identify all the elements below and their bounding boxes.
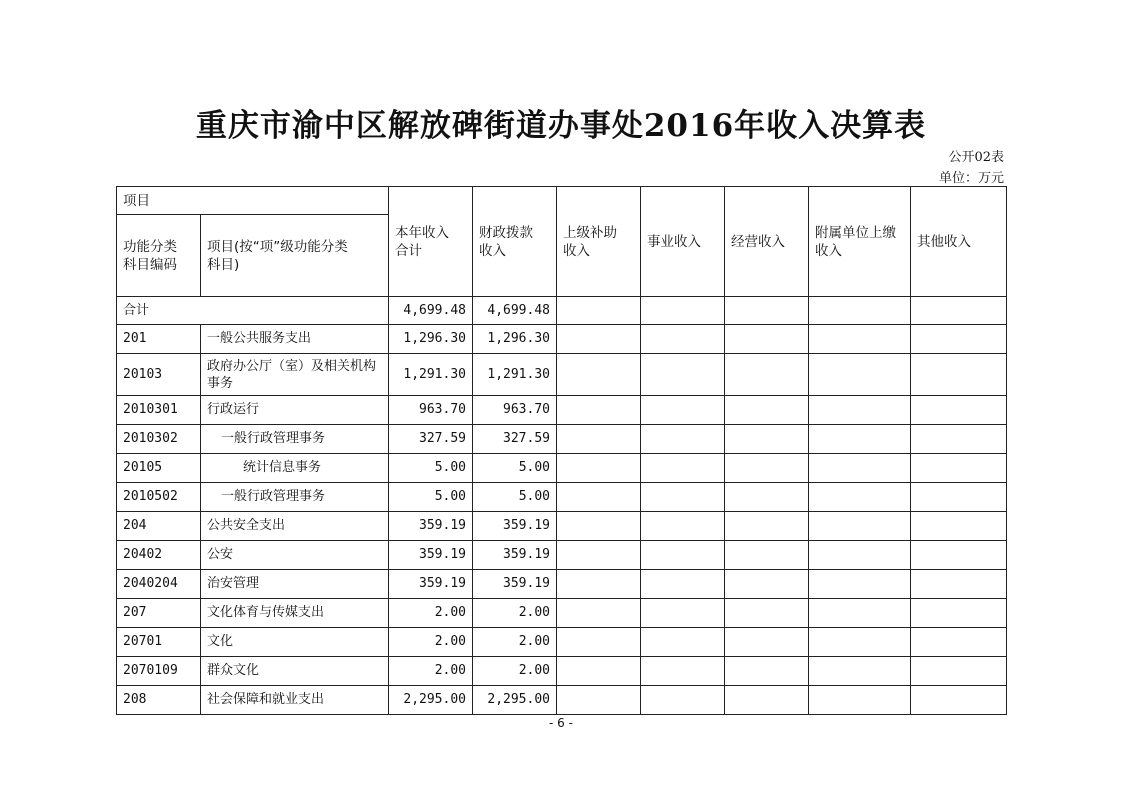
row-fiscal: 5.00: [473, 454, 557, 483]
header-code: 功能分类 科目编码: [117, 215, 201, 297]
row-total: 1,296.30: [389, 325, 473, 354]
row-total: 359.19: [389, 512, 473, 541]
row-name: 社会保障和就业支出: [201, 686, 389, 715]
row-fiscal: 359.19: [473, 512, 557, 541]
row-code: 2010502: [117, 483, 201, 512]
table-row: [117, 628, 1007, 657]
row-name: 统计信息事务: [201, 454, 389, 483]
row-code: 204: [117, 512, 201, 541]
header-col-fiscal: 财政拨款 收入: [473, 187, 557, 297]
row-name: 公安: [201, 541, 389, 570]
header-col-business: 事业收入: [641, 187, 725, 297]
total-label: 合计: [117, 297, 389, 325]
row-fiscal: 359.19: [473, 570, 557, 599]
page-number: - 6 -: [549, 716, 573, 730]
table-code: 公开02表: [948, 150, 1004, 165]
table-row: [117, 425, 1007, 454]
row-name: 治安管理: [201, 570, 389, 599]
row-code: 208: [117, 686, 201, 715]
row-name: 群众文化: [201, 657, 389, 686]
total-fiscal: 4,699.48: [473, 297, 557, 325]
header-row-1: [117, 187, 1007, 215]
table-row: [117, 512, 1007, 541]
row-code: 2040204: [117, 570, 201, 599]
row-code: 207: [117, 599, 201, 628]
row-code: 20103: [117, 354, 201, 396]
header-name: 项目(按“项”级功能分类 科目): [201, 215, 389, 297]
row-total: 2.00: [389, 599, 473, 628]
row-total: 963.70: [389, 396, 473, 425]
row-name: 行政运行: [201, 396, 389, 425]
row-total: 1,291.30: [389, 354, 473, 396]
header-item: 项目: [117, 187, 389, 215]
row-name: 一般行政管理事务: [201, 425, 389, 454]
header-col-affiliated: 附属单位上缴 收入: [809, 187, 911, 297]
row-code: 2010301: [117, 396, 201, 425]
row-fiscal: 1,291.30: [473, 354, 557, 396]
row-fiscal: 2.00: [473, 599, 557, 628]
row-code: 201: [117, 325, 201, 354]
table-row: [117, 483, 1007, 512]
row-fiscal: 2.00: [473, 628, 557, 657]
table-row: [117, 325, 1007, 354]
row-code: 2010302: [117, 425, 201, 454]
row-total: 2.00: [389, 657, 473, 686]
row-fiscal: 1,296.30: [473, 325, 557, 354]
header-col-operating: 经营收入: [725, 187, 809, 297]
row-name: 文化体育与传媒支出: [201, 599, 389, 628]
row-total: 2,295.00: [389, 686, 473, 715]
row-total: 2.00: [389, 628, 473, 657]
row-fiscal: 5.00: [473, 483, 557, 512]
table-row: [117, 354, 1007, 396]
total-amount: 4,699.48: [389, 297, 473, 325]
row-fiscal: 2.00: [473, 657, 557, 686]
row-total: 5.00: [389, 483, 473, 512]
table-row: [117, 396, 1007, 425]
page-title: 重庆市渝中区解放碑街道办事处2016年收入决算表: [195, 108, 927, 144]
table-row: [117, 454, 1007, 483]
row-name: 公共安全支出: [201, 512, 389, 541]
row-name: 文化: [201, 628, 389, 657]
row-code: 20701: [117, 628, 201, 657]
revenue-table: [116, 186, 1007, 715]
row-total: 327.59: [389, 425, 473, 454]
row-fiscal: 359.19: [473, 541, 557, 570]
header-col-superior: 上级补助 收入: [557, 187, 641, 297]
row-code: 20105: [117, 454, 201, 483]
header-col-other: 其他收入: [911, 187, 1007, 297]
table-row: [117, 599, 1007, 628]
row-fiscal: 327.59: [473, 425, 557, 454]
row-total: 5.00: [389, 454, 473, 483]
table-row: [117, 657, 1007, 686]
row-code: 2070109: [117, 657, 201, 686]
row-name: 政府办公厅（室）及相关机构事务: [201, 354, 389, 396]
table-row: [117, 541, 1007, 570]
row-fiscal: 2,295.00: [473, 686, 557, 715]
row-code: 20402: [117, 541, 201, 570]
row-total: 359.19: [389, 541, 473, 570]
unit-label: 单位：万元: [938, 171, 1004, 186]
header-col-total: 本年收入 合计: [389, 187, 473, 297]
row-name: 一般行政管理事务: [201, 483, 389, 512]
table-row: [117, 686, 1007, 715]
row-total: 359.19: [389, 570, 473, 599]
row-name: 一般公共服务支出: [201, 325, 389, 354]
row-fiscal: 963.70: [473, 396, 557, 425]
table-row: [117, 570, 1007, 599]
total-row: [117, 297, 1007, 325]
